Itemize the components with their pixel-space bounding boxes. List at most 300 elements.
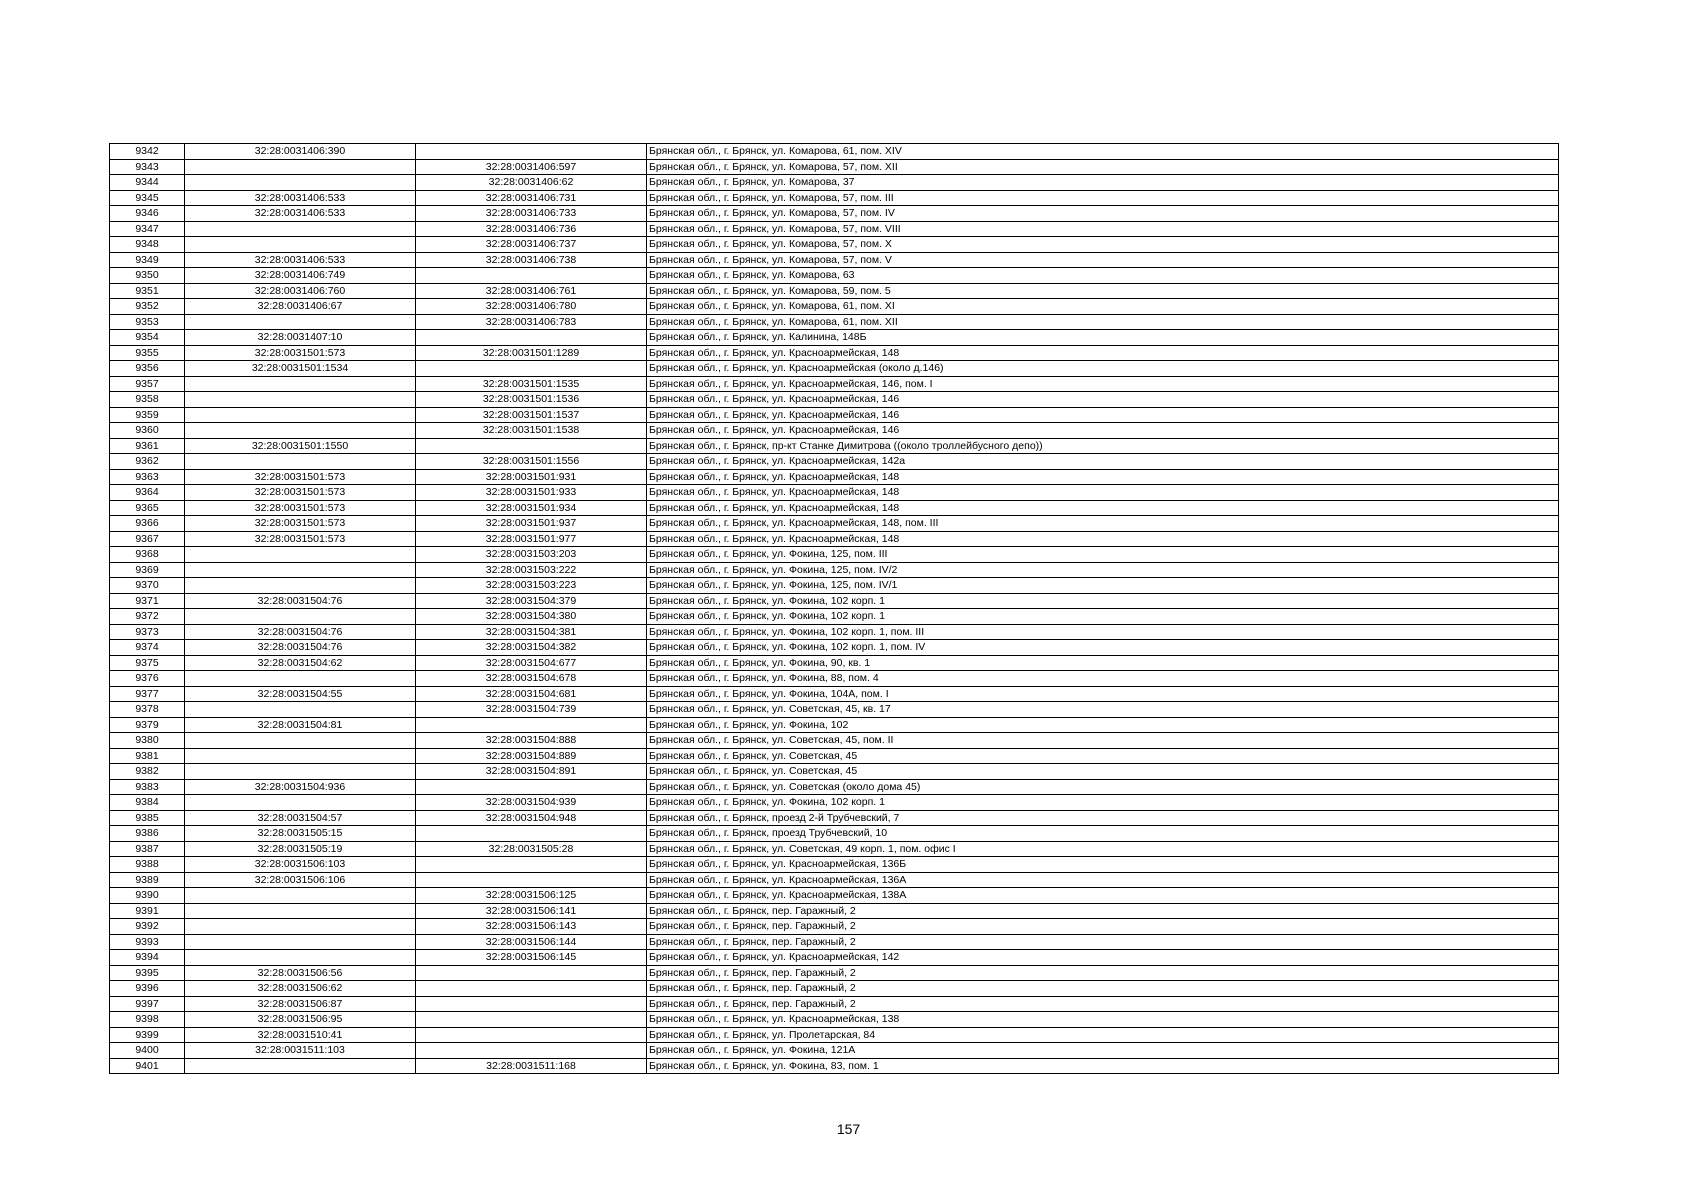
address-cell: Брянская обл., г. Брянск, пр-кт Станке Димитрова ((около троллейбусного депо))	[647, 438, 1559, 454]
table-row	[110, 159, 1559, 175]
table-row	[110, 392, 1559, 408]
row-number: 9355	[110, 345, 185, 361]
parent-cadastral-number: 32:28:0031504:76	[185, 640, 416, 656]
parent-cadastral-number	[185, 314, 416, 330]
cadastral-number	[416, 779, 647, 795]
row-number: 9364	[110, 485, 185, 501]
cadastral-number: 32:28:0031501:977	[416, 531, 647, 547]
cadastral-number: 32:28:0031504:380	[416, 609, 647, 625]
cadastral-number: 32:28:0031506:125	[416, 888, 647, 904]
cadastral-number: 32:28:0031504:382	[416, 640, 647, 656]
table-row	[110, 1027, 1559, 1043]
parent-cadastral-number: 32:28:0031406:749	[185, 268, 416, 284]
row-number: 9348	[110, 237, 185, 253]
parent-cadastral-number	[185, 547, 416, 563]
row-number: 9354	[110, 330, 185, 346]
address-cell: Брянская обл., г. Брянск, ул. Красноармейская, 148	[647, 485, 1559, 501]
row-number: 9359	[110, 407, 185, 423]
row-number: 9350	[110, 268, 185, 284]
row-number: 9358	[110, 392, 185, 408]
row-number: 9351	[110, 283, 185, 299]
table-row	[110, 609, 1559, 625]
table-row	[110, 934, 1559, 950]
address-cell: Брянская обл., г. Брянск, ул. Советская, 45	[647, 764, 1559, 780]
parent-cadastral-number: 32:28:0031501:573	[185, 345, 416, 361]
table-row	[110, 826, 1559, 842]
row-number: 9386	[110, 826, 185, 842]
row-number: 9382	[110, 764, 185, 780]
row-number: 9353	[110, 314, 185, 330]
parent-cadastral-number: 32:28:0031511:103	[185, 1043, 416, 1059]
table-row	[110, 717, 1559, 733]
parent-cadastral-number	[185, 919, 416, 935]
row-number: 9376	[110, 671, 185, 687]
table-row	[110, 144, 1559, 160]
cadastral-number: 32:28:0031504:889	[416, 748, 647, 764]
parent-cadastral-number: 32:28:0031504:76	[185, 593, 416, 609]
row-number: 9368	[110, 547, 185, 563]
table-row	[110, 547, 1559, 563]
cadastral-number	[416, 361, 647, 377]
row-number: 9360	[110, 423, 185, 439]
parent-cadastral-number: 32:28:0031501:573	[185, 469, 416, 485]
cadastral-number: 32:28:0031503:223	[416, 578, 647, 594]
cadastral-number: 32:28:0031504:379	[416, 593, 647, 609]
row-number: 9365	[110, 500, 185, 516]
cadastral-number: 32:28:0031501:937	[416, 516, 647, 532]
table-row	[110, 330, 1559, 346]
table-row	[110, 965, 1559, 981]
parent-cadastral-number	[185, 221, 416, 237]
cadastral-number: 32:28:0031504:381	[416, 624, 647, 640]
table-row	[110, 640, 1559, 656]
cadastral-number: 32:28:0031406:731	[416, 190, 647, 206]
cadastral-number: 32:28:0031501:1538	[416, 423, 647, 439]
address-cell: Брянская обл., г. Брянск, ул. Фокина, 104А, пом. I	[647, 686, 1559, 702]
parent-cadastral-number: 32:28:0031501:1550	[185, 438, 416, 454]
row-number: 9378	[110, 702, 185, 718]
parent-cadastral-number: 32:28:0031510:41	[185, 1027, 416, 1043]
address-cell: Брянская обл., г. Брянск, ул. Фокина, 88, пом. 4	[647, 671, 1559, 687]
cadastral-number: 32:28:0031406:597	[416, 159, 647, 175]
cadastral-number	[416, 1027, 647, 1043]
parent-cadastral-number	[185, 903, 416, 919]
parent-cadastral-number: 32:28:0031505:19	[185, 841, 416, 857]
cadastral-number	[416, 981, 647, 997]
address-cell: Брянская обл., г. Брянск, ул. Красноармейская, 146	[647, 407, 1559, 423]
row-number: 9366	[110, 516, 185, 532]
row-number: 9396	[110, 981, 185, 997]
cadastral-number: 32:28:0031506:143	[416, 919, 647, 935]
address-cell: Брянская обл., г. Брянск, ул. Красноармейская, 148	[647, 500, 1559, 516]
table-row	[110, 314, 1559, 330]
address-cell: Брянская обл., г. Брянск, пер. Гаражный, 2	[647, 981, 1559, 997]
parent-cadastral-number: 32:28:0031406:390	[185, 144, 416, 160]
address-cell: Брянская обл., г. Брянск, ул. Красноармейская, 146	[647, 392, 1559, 408]
table-row	[110, 795, 1559, 811]
address-cell: Брянская обл., г. Брянск, пер. Гаражный, 2	[647, 996, 1559, 1012]
table-row	[110, 283, 1559, 299]
cadastral-number	[416, 144, 647, 160]
table-row	[110, 206, 1559, 222]
cadastral-number: 32:28:0031504:948	[416, 810, 647, 826]
address-cell: Брянская обл., г. Брянск, проезд 2-й Трубчевский, 7	[647, 810, 1559, 826]
row-number: 9372	[110, 609, 185, 625]
table-row	[110, 702, 1559, 718]
parent-cadastral-number: 32:28:0031406:67	[185, 299, 416, 315]
table-row	[110, 779, 1559, 795]
table-row	[110, 1058, 1559, 1074]
table-row	[110, 981, 1559, 997]
cadastral-number: 32:28:0031406:733	[416, 206, 647, 222]
row-number: 9361	[110, 438, 185, 454]
parent-cadastral-number	[185, 392, 416, 408]
table-row	[110, 872, 1559, 888]
cadastral-number: 32:28:0031501:1289	[416, 345, 647, 361]
parent-cadastral-number	[185, 764, 416, 780]
cadastral-number: 32:28:0031501:933	[416, 485, 647, 501]
table-row	[110, 485, 1559, 501]
address-cell: Брянская обл., г. Брянск, ул. Фокина, 102	[647, 717, 1559, 733]
row-number: 9377	[110, 686, 185, 702]
page-number: 157	[836, 1121, 861, 1137]
row-number: 9349	[110, 252, 185, 268]
address-cell: Брянская обл., г. Брянск, ул. Калинина, 148Б	[647, 330, 1559, 346]
parent-cadastral-number: 32:28:0031504:81	[185, 717, 416, 733]
parent-cadastral-number	[185, 159, 416, 175]
address-cell: Брянская обл., г. Брянск, ул. Красноармейская, 136А	[647, 872, 1559, 888]
row-number: 9379	[110, 717, 185, 733]
cadastral-number: 32:28:0031406:737	[416, 237, 647, 253]
parent-cadastral-number: 32:28:0031501:573	[185, 531, 416, 547]
table-row	[110, 810, 1559, 826]
row-number: 9385	[110, 810, 185, 826]
address-cell: Брянская обл., г. Брянск, ул. Комарова, 37	[647, 175, 1559, 191]
cadastral-number: 32:28:0031501:1537	[416, 407, 647, 423]
table-row	[110, 454, 1559, 470]
table-row	[110, 857, 1559, 873]
table-row	[110, 888, 1559, 904]
parent-cadastral-number: 32:28:0031406:760	[185, 283, 416, 299]
row-number: 9375	[110, 655, 185, 671]
table-row	[110, 438, 1559, 454]
table-row	[110, 423, 1559, 439]
row-number: 9392	[110, 919, 185, 935]
cadastral-number	[416, 826, 647, 842]
row-number: 9374	[110, 640, 185, 656]
row-number: 9383	[110, 779, 185, 795]
address-cell: Брянская обл., г. Брянск, ул. Фокина, 121А	[647, 1043, 1559, 1059]
row-number: 9373	[110, 624, 185, 640]
cadastral-number: 32:28:0031501:1556	[416, 454, 647, 470]
address-cell: Брянская обл., г. Брянск, пер. Гаражный, 2	[647, 965, 1559, 981]
cadastral-number: 32:28:0031504:891	[416, 764, 647, 780]
address-cell: Брянская обл., г. Брянск, ул. Красноармейская, 138	[647, 1012, 1559, 1028]
address-cell: Брянская обл., г. Брянск, ул. Красноармейская, 148, пом. III	[647, 516, 1559, 532]
cadastral-number	[416, 1043, 647, 1059]
cadastral-number: 32:28:0031501:1535	[416, 376, 647, 392]
cadastral-number: 32:28:0031504:677	[416, 655, 647, 671]
address-cell: Брянская обл., г. Брянск, ул. Советская, 49 корп. 1, пом. офис I	[647, 841, 1559, 857]
cadastral-number	[416, 268, 647, 284]
table-row	[110, 1012, 1559, 1028]
table-row	[110, 376, 1559, 392]
cadastral-number: 32:28:0031501:1536	[416, 392, 647, 408]
address-cell: Брянская обл., г. Брянск, ул. Комарова, 61, пом. XII	[647, 314, 1559, 330]
address-cell: Брянская обл., г. Брянск, ул. Советская, 45, пом. II	[647, 733, 1559, 749]
cadastral-number	[416, 1012, 647, 1028]
row-number: 9387	[110, 841, 185, 857]
table-row	[110, 531, 1559, 547]
cadastral-number: 32:28:0031506:141	[416, 903, 647, 919]
parent-cadastral-number: 32:28:0031406:533	[185, 252, 416, 268]
address-cell: Брянская обл., г. Брянск, ул. Комарова, 57, пом. VIII	[647, 221, 1559, 237]
parent-cadastral-number: 32:28:0031501:573	[185, 485, 416, 501]
address-cell: Брянская обл., г. Брянск, ул. Фокина, 102 корп. 1	[647, 795, 1559, 811]
parent-cadastral-number	[185, 950, 416, 966]
table-row	[110, 345, 1559, 361]
parent-cadastral-number	[185, 934, 416, 950]
parent-cadastral-number: 32:28:0031407:10	[185, 330, 416, 346]
address-cell: Брянская обл., г. Брянск, ул. Советская, 45, кв. 17	[647, 702, 1559, 718]
parent-cadastral-number: 32:28:0031501:1534	[185, 361, 416, 377]
address-cell: Брянская обл., г. Брянск, ул. Советская (около дома 45)	[647, 779, 1559, 795]
table-row	[110, 841, 1559, 857]
address-cell: Брянская обл., г. Брянск, ул. Красноармейская (около д.146)	[647, 361, 1559, 377]
parent-cadastral-number	[185, 407, 416, 423]
table-row	[110, 252, 1559, 268]
row-number: 9380	[110, 733, 185, 749]
parent-cadastral-number: 32:28:0031504:62	[185, 655, 416, 671]
cadastral-number: 32:28:0031505:28	[416, 841, 647, 857]
address-cell: Брянская обл., г. Брянск, ул. Комарова, 57, пом. X	[647, 237, 1559, 253]
address-cell: Брянская обл., г. Брянск, ул. Фокина, 125, пом. IV/2	[647, 562, 1559, 578]
table-row	[110, 516, 1559, 532]
row-number: 9362	[110, 454, 185, 470]
address-cell: Брянская обл., г. Брянск, ул. Комарова, 57, пом. III	[647, 190, 1559, 206]
parent-cadastral-number	[185, 454, 416, 470]
row-number: 9367	[110, 531, 185, 547]
address-cell: Брянская обл., г. Брянск, ул. Красноармейская, 142а	[647, 454, 1559, 470]
cadastral-number	[416, 872, 647, 888]
row-number: 9369	[110, 562, 185, 578]
address-cell: Брянская обл., г. Брянск, ул. Фокина, 83, пом. 1	[647, 1058, 1559, 1074]
address-cell: Брянская обл., г. Брянск, ул. Пролетарская, 84	[647, 1027, 1559, 1043]
address-cell: Брянская обл., г. Брянск, ул. Комарова, 59, пом. 5	[647, 283, 1559, 299]
row-number: 9370	[110, 578, 185, 594]
table-row	[110, 624, 1559, 640]
cadastral-number: 32:28:0031504:681	[416, 686, 647, 702]
row-number: 9390	[110, 888, 185, 904]
parent-cadastral-number: 32:28:0031506:106	[185, 872, 416, 888]
address-cell: Брянская обл., г. Брянск, ул. Фокина, 102 корп. 1	[647, 593, 1559, 609]
row-number: 9398	[110, 1012, 185, 1028]
table-row	[110, 237, 1559, 253]
row-number: 9344	[110, 175, 185, 191]
cadastral-number: 32:28:0031503:222	[416, 562, 647, 578]
cadastral-number: 32:28:0031406:736	[416, 221, 647, 237]
row-number: 9381	[110, 748, 185, 764]
address-cell: Брянская обл., г. Брянск, ул. Красноармейская, 136Б	[647, 857, 1559, 873]
parent-cadastral-number: 32:28:0031504:76	[185, 624, 416, 640]
table-row	[110, 733, 1559, 749]
row-number: 9342	[110, 144, 185, 160]
cadastral-number: 32:28:0031504:678	[416, 671, 647, 687]
cadastral-number: 32:28:0031504:939	[416, 795, 647, 811]
row-number: 9352	[110, 299, 185, 315]
cadastral-number	[416, 857, 647, 873]
cadastral-number: 32:28:0031504:739	[416, 702, 647, 718]
registry-table	[109, 143, 1559, 1074]
parent-cadastral-number	[185, 578, 416, 594]
address-cell: Брянская обл., г. Брянск, ул. Фокина, 102 корп. 1, пом. III	[647, 624, 1559, 640]
cadastral-number	[416, 717, 647, 733]
parent-cadastral-number	[185, 888, 416, 904]
parent-cadastral-number: 32:28:0031506:62	[185, 981, 416, 997]
parent-cadastral-number	[185, 175, 416, 191]
parent-cadastral-number	[185, 702, 416, 718]
parent-cadastral-number: 32:28:0031406:533	[185, 190, 416, 206]
cadastral-number: 32:28:0031506:144	[416, 934, 647, 950]
parent-cadastral-number: 32:28:0031501:573	[185, 500, 416, 516]
parent-cadastral-number: 32:28:0031504:57	[185, 810, 416, 826]
table-row	[110, 175, 1559, 191]
cadastral-number: 32:28:0031406:761	[416, 283, 647, 299]
address-cell: Брянская обл., г. Брянск, ул. Красноармейская, 146	[647, 423, 1559, 439]
table-row	[110, 764, 1559, 780]
cadastral-number	[416, 330, 647, 346]
parent-cadastral-number: 32:28:0031504:55	[185, 686, 416, 702]
cadastral-number: 32:28:0031406:780	[416, 299, 647, 315]
address-cell: Брянская обл., г. Брянск, ул. Комарова, 63	[647, 268, 1559, 284]
parent-cadastral-number	[185, 748, 416, 764]
cadastral-number: 32:28:0031501:934	[416, 500, 647, 516]
parent-cadastral-number: 32:28:0031506:103	[185, 857, 416, 873]
parent-cadastral-number: 32:28:0031406:533	[185, 206, 416, 222]
table-row	[110, 748, 1559, 764]
cadastral-number: 32:28:0031511:168	[416, 1058, 647, 1074]
address-cell: Брянская обл., г. Брянск, ул. Красноармейская, 138А	[647, 888, 1559, 904]
row-number: 9347	[110, 221, 185, 237]
cadastral-number	[416, 438, 647, 454]
address-cell: Брянская обл., г. Брянск, ул. Красноармейская, 142	[647, 950, 1559, 966]
cadastral-number: 32:28:0031504:888	[416, 733, 647, 749]
table-row	[110, 655, 1559, 671]
address-cell: Брянская обл., г. Брянск, ул. Фокина, 90, кв. 1	[647, 655, 1559, 671]
address-cell: Брянская обл., г. Брянск, пер. Гаражный, 2	[647, 934, 1559, 950]
address-cell: Брянская обл., г. Брянск, ул. Комарова, 57, пом. XII	[647, 159, 1559, 175]
address-cell: Брянская обл., г. Брянск, ул. Комарова, 61, пом. XIV	[647, 144, 1559, 160]
table-row	[110, 686, 1559, 702]
parent-cadastral-number: 32:28:0031501:573	[185, 516, 416, 532]
row-number: 9393	[110, 934, 185, 950]
row-number: 9343	[110, 159, 185, 175]
address-cell: Брянская обл., г. Брянск, ул. Красноармейская, 148	[647, 469, 1559, 485]
row-number: 9388	[110, 857, 185, 873]
row-number: 9345	[110, 190, 185, 206]
table-row	[110, 1043, 1559, 1059]
row-number: 9346	[110, 206, 185, 222]
parent-cadastral-number: 32:28:0031504:936	[185, 779, 416, 795]
address-cell: Брянская обл., г. Брянск, ул. Фокина, 125, пом. IV/1	[647, 578, 1559, 594]
address-cell: Брянская обл., г. Брянск, пер. Гаражный, 2	[647, 919, 1559, 935]
table-row	[110, 221, 1559, 237]
address-cell: Брянская обл., г. Брянск, ул. Комарова, 57, пом. IV	[647, 206, 1559, 222]
row-number: 9394	[110, 950, 185, 966]
row-number: 9363	[110, 469, 185, 485]
table-row	[110, 407, 1559, 423]
address-cell: Брянская обл., г. Брянск, проезд Трубчевский, 10	[647, 826, 1559, 842]
row-number: 9397	[110, 996, 185, 1012]
cadastral-number	[416, 965, 647, 981]
table-row	[110, 299, 1559, 315]
parent-cadastral-number: 32:28:0031506:56	[185, 965, 416, 981]
parent-cadastral-number	[185, 671, 416, 687]
cadastral-number: 32:28:0031406:62	[416, 175, 647, 191]
address-cell: Брянская обл., г. Брянск, ул. Красноармейская, 148	[647, 345, 1559, 361]
address-cell: Брянская обл., г. Брянск, ул. Красноармейская, 146, пом. I	[647, 376, 1559, 392]
parent-cadastral-number	[185, 795, 416, 811]
row-number: 9384	[110, 795, 185, 811]
address-cell: Брянская обл., г. Брянск, пер. Гаражный, 2	[647, 903, 1559, 919]
cadastral-number	[416, 996, 647, 1012]
parent-cadastral-number: 32:28:0031505:15	[185, 826, 416, 842]
row-number: 9400	[110, 1043, 185, 1059]
parent-cadastral-number	[185, 609, 416, 625]
table-row	[110, 361, 1559, 377]
cadastral-number: 32:28:0031406:783	[416, 314, 647, 330]
cadastral-number: 32:28:0031506:145	[416, 950, 647, 966]
row-number: 9401	[110, 1058, 185, 1074]
row-number: 9391	[110, 903, 185, 919]
table-row	[110, 268, 1559, 284]
address-cell: Брянская обл., г. Брянск, ул. Фокина, 125, пом. III	[647, 547, 1559, 563]
address-cell: Брянская обл., г. Брянск, ул. Комарова, 61, пом. XI	[647, 299, 1559, 315]
row-number: 9356	[110, 361, 185, 377]
cadastral-number: 32:28:0031501:931	[416, 469, 647, 485]
parent-cadastral-number	[185, 237, 416, 253]
row-number: 9371	[110, 593, 185, 609]
table-row	[110, 903, 1559, 919]
table-row	[110, 996, 1559, 1012]
parent-cadastral-number	[185, 423, 416, 439]
parent-cadastral-number	[185, 562, 416, 578]
parent-cadastral-number	[185, 1058, 416, 1074]
table-row	[110, 919, 1559, 935]
address-cell: Брянская обл., г. Брянск, ул. Комарова, 57, пом. V	[647, 252, 1559, 268]
table-row	[110, 578, 1559, 594]
table-row	[110, 469, 1559, 485]
registry-body	[110, 144, 1559, 1074]
table-row	[110, 190, 1559, 206]
address-cell: Брянская обл., г. Брянск, ул. Фокина, 102 корп. 1, пом. IV	[647, 640, 1559, 656]
table-row	[110, 593, 1559, 609]
parent-cadastral-number: 32:28:0031506:87	[185, 996, 416, 1012]
table-row	[110, 562, 1559, 578]
row-number: 9389	[110, 872, 185, 888]
table-row	[110, 950, 1559, 966]
address-cell: Брянская обл., г. Брянск, ул. Советская, 45	[647, 748, 1559, 764]
address-cell: Брянская обл., г. Брянск, ул. Фокина, 102 корп. 1	[647, 609, 1559, 625]
cadastral-number: 32:28:0031503:203	[416, 547, 647, 563]
parent-cadastral-number	[185, 733, 416, 749]
parent-cadastral-number: 32:28:0031506:95	[185, 1012, 416, 1028]
row-number: 9395	[110, 965, 185, 981]
table-row	[110, 500, 1559, 516]
row-number: 9399	[110, 1027, 185, 1043]
table-row	[110, 671, 1559, 687]
row-number: 9357	[110, 376, 185, 392]
